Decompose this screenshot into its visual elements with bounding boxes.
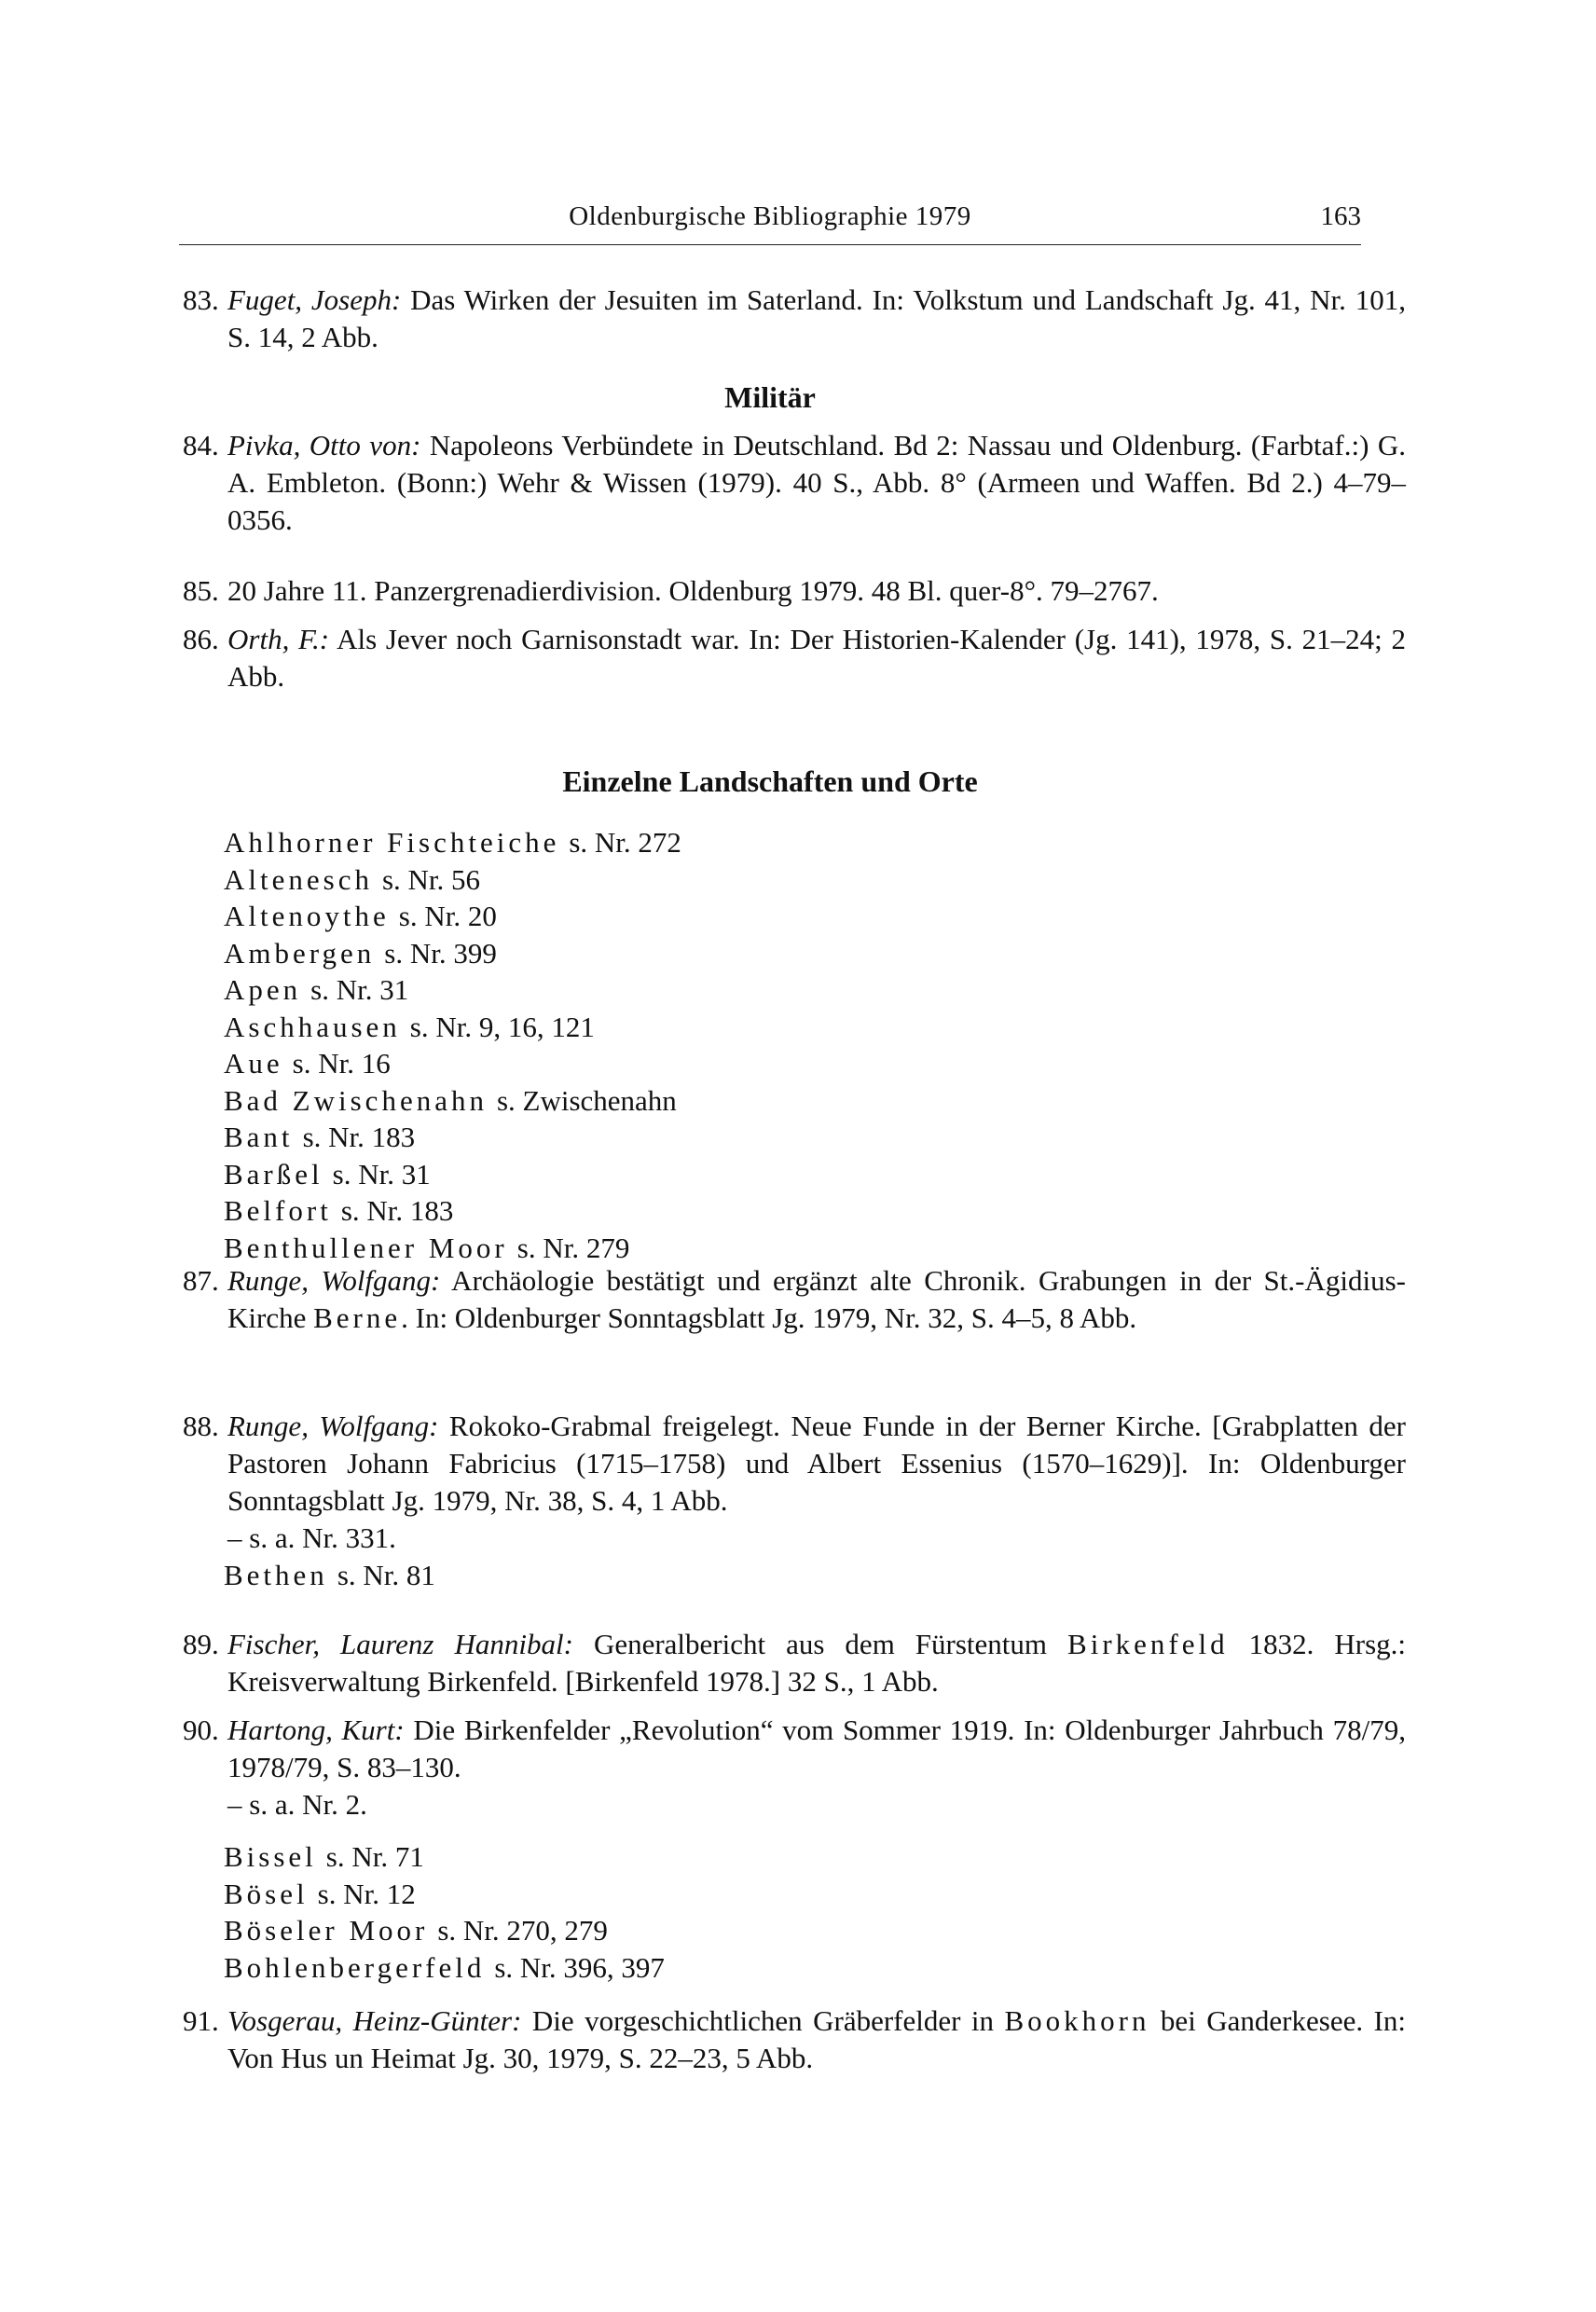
entry-number: 90.: [183, 1713, 219, 1746]
entry-author: Hartong, Kurt:: [227, 1713, 405, 1746]
place-reference: s. Zwischenahn: [496, 1083, 677, 1117]
place-index-row: [224, 935, 497, 972]
place-index-row: [224, 1082, 677, 1120]
entry-author: Runge, Wolfgang:: [227, 1264, 441, 1297]
place-index-row: [224, 1557, 435, 1594]
place-reference: s. Nr. 71: [325, 1840, 424, 1873]
place-name: Ahlhorner Fischteiche: [224, 826, 560, 859]
place-reference: s. Nr. 399: [384, 936, 497, 970]
place-reference: s. Nr. 270, 279: [437, 1914, 608, 1947]
place-index-row: [224, 1119, 415, 1156]
entry-author: Fischer, Laurenz Hannibal:: [227, 1628, 573, 1660]
entry-text: . In: Oldenburger Sonntagsblatt Jg. 1979, Nr. 32, S. 4–5, 8 Abb.: [401, 1301, 1137, 1334]
bibliography-entry-84: [183, 427, 1406, 539]
place-index-row: [224, 1876, 416, 1913]
page-number: 163: [1320, 201, 1361, 231]
entry-number: 83.: [183, 283, 219, 316]
place-index-row: [224, 1045, 391, 1082]
entry-number: 84.: [183, 429, 219, 461]
place-name: Bohlenbergerfeld: [224, 1950, 486, 1984]
bibliography-entry-85: [183, 572, 1406, 610]
section-heading-orte: Einzelne Landschaften und Orte: [562, 764, 978, 798]
entry-text: Die Birkenfelder „Revolution“ vom Sommer 1919. In: Oldenburger Jahrbuch 78/79, 1978/79, S. 83–130.: [227, 1713, 1406, 1783]
place-name: Apen: [224, 973, 302, 1006]
entry-text: Generalbericht aus dem Fürstentum: [572, 1628, 1068, 1660]
place-name: Aue: [224, 1047, 283, 1080]
cross-reference: – s. a. Nr. 331.: [227, 1521, 396, 1554]
entry-author: Fuget, Joseph:: [227, 283, 402, 316]
cross-reference: – s. a. Nr. 2.: [227, 1788, 367, 1821]
entry-number: 89.: [183, 1628, 219, 1660]
running-title: Oldenburgische Bibliographie 1979: [569, 201, 971, 231]
place-reference: s. Nr. 56: [381, 862, 481, 896]
place-reference: s. Nr. 12: [317, 1877, 416, 1910]
entry-place-name: Birkenfeld: [1067, 1628, 1229, 1660]
bibliography-entry-87: [183, 1262, 1406, 1337]
bibliography-entry-89: [183, 1626, 1406, 1700]
place-index-row: [224, 1192, 453, 1230]
entry-place-name: Berne: [313, 1301, 402, 1334]
entry-author: Orth, F.:: [227, 623, 330, 655]
place-reference: s. Nr. 183: [340, 1194, 454, 1227]
place-reference: s. Nr. 16: [292, 1047, 391, 1080]
place-name: Böseler Moor: [224, 1914, 429, 1947]
place-name: Bethen: [224, 1559, 328, 1591]
place-reference: s. Nr. 272: [569, 826, 681, 859]
place-reference: s. Nr. 81: [337, 1559, 435, 1591]
entry-author: Runge, Wolfgang:: [227, 1410, 439, 1442]
place-name: Belfort: [224, 1194, 332, 1227]
place-index-row: [224, 1156, 431, 1193]
place-name: Barßel: [224, 1157, 323, 1190]
place-reference: s. Nr. 20: [398, 900, 497, 932]
entry-number: 85.: [183, 574, 219, 607]
entry-text: bei Ganderkesee. In: Von Hus un Heimat Jg. 30, 1979, S. 22–23, 5 Abb.: [227, 2004, 1406, 2074]
place-name: Benthullener Moor: [224, 1231, 508, 1264]
entry-number: 88.: [183, 1410, 219, 1442]
bibliography-entry-90: [183, 1712, 1406, 1823]
entry-number: 86.: [183, 623, 219, 655]
place-reference: s. Nr. 9, 16, 121: [409, 1010, 595, 1043]
entry-text: Das Wirken der Jesuiten im Saterland. In: Volkstum und Landschaft Jg. 41, Nr. 101, S. 14, 2 Abb.: [227, 283, 1406, 353]
place-name: Bant: [224, 1121, 294, 1153]
place-index-row: [224, 898, 497, 935]
place-name: Bösel: [224, 1877, 309, 1910]
place-name: Altenoythe: [224, 900, 390, 932]
place-reference: s. Nr. 279: [516, 1231, 630, 1264]
entry-text: 20 Jahre 11. Panzergrenadierdivision. Oldenburg 1979. 48 Bl. quer-8°. 79–2767.: [227, 574, 1159, 607]
place-index-row: [224, 1912, 608, 1949]
entry-text: Als Jever noch Garnisonstadt war. In: Der Historien-Kalender (Jg. 141), 1978, S. 21–24; 2 Abb.: [227, 623, 1406, 693]
place-reference: s. Nr. 31: [332, 1157, 431, 1190]
bibliography-entry-86: [183, 621, 1406, 695]
entry-author: Vosgerau, Heinz-Günter:: [227, 2004, 522, 2037]
entry-text: Archäologie bestätigt und ergänzt alte Chronik. Grabungen in der St.-Ägidius-Kirche: [227, 1264, 1406, 1334]
entry-text: 1832. Hrsg.: Kreisverwaltung Birkenfeld. [Birkenfeld 1978.] 32 S., 1 Abb.: [227, 1628, 1406, 1698]
place-name: Ambergen: [224, 936, 376, 970]
entry-place-name: Bookhorn: [1004, 2004, 1150, 2037]
place-index-row: [224, 1230, 629, 1267]
entry-text: Rokoko-Grabmal freigelegt. Neue Funde in der Berner Kirche. [Grabplatten der Pastoren Johann Fabricius (1715–1758) und Albert Essenius (1570–1629)]. In: Oldenburger Sonntagsblatt Jg. 1979, Nr. 38, S. 4, 1 Abb.: [227, 1410, 1406, 1517]
place-index-row: [224, 824, 681, 861]
place-name: Bissel: [224, 1840, 317, 1873]
entry-text: Die vorgeschichtlichen Gräberfelder in: [521, 2004, 1005, 2037]
entry-number: 87.: [183, 1264, 219, 1297]
place-index-row: [224, 1838, 424, 1876]
place-index-row: [224, 1009, 595, 1046]
place-reference: s. Nr. 183: [302, 1121, 416, 1153]
place-index-row: [224, 861, 480, 899]
entry-text: Napoleons Verbündete in Deutschland. Bd 2: Nassau und Oldenburg. (Farbtaf.:) G. A. Embleton. (Bonn:) Wehr & Wissen (1979). 40 S., Abb. 8° (Armeen und Waffen. Bd 2.) 4–79–0356.: [227, 429, 1407, 536]
bibliography-entry-88: [183, 1408, 1406, 1557]
place-name: Aschhausen: [224, 1010, 401, 1043]
section-heading-militaer: Militär: [724, 380, 816, 414]
place-index-row: [224, 971, 408, 1009]
running-header: [179, 194, 1361, 239]
bibliography-entry-83: [183, 282, 1406, 356]
place-index-row: [224, 1949, 665, 1987]
place-name: Altenesch: [224, 862, 373, 896]
place-name: Bad Zwischenahn: [224, 1083, 488, 1117]
place-reference: s. Nr. 31: [310, 973, 409, 1006]
entry-number: 91.: [183, 2004, 219, 2037]
header-rule: [179, 244, 1361, 245]
entry-author: Pivka, Otto von:: [227, 429, 421, 461]
place-reference: s. Nr. 396, 397: [494, 1950, 665, 1984]
bibliography-entry-91: [183, 2002, 1406, 2077]
